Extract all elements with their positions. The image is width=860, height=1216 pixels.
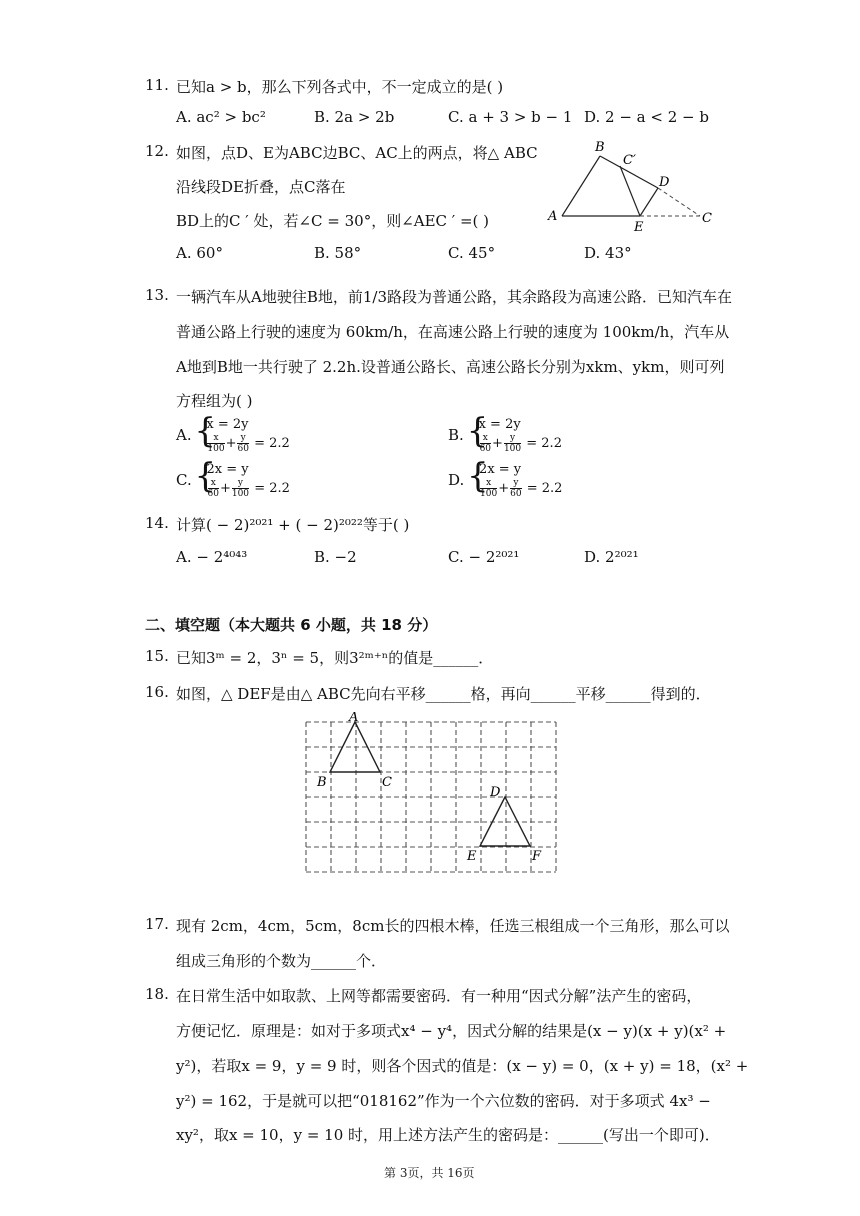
q13-d-eq1: { 2x = y [479, 462, 522, 477]
q12-line1: 如图，点D、E为ABC边BC、AC上的两点，将△ ABC [176, 144, 538, 162]
q11-number: 11. [145, 76, 169, 94]
q13-b-xd: 60 [479, 444, 492, 454]
q18-line3: y²)，若取x = 9，y = 9 时，则各个因式的值是：(x − y) = 0，(x + y) = 18，(x² + [176, 1057, 749, 1075]
q13-a-rhs: = 2.2 [254, 436, 290, 451]
q18-line2: 方便记忆．原理是：如对于多项式x⁴ − y⁴，因式分解的结果是(x − y)(x + y)(x² + [176, 1022, 727, 1040]
q14-option-a: A. − 2⁴⁰⁴³ [176, 548, 248, 566]
q14-number: 14. [145, 514, 169, 532]
q13-a-eq1: { x = 2y [206, 417, 249, 432]
q15-number: 15. [145, 647, 169, 665]
q13-d-rhs: = 2.2 [526, 481, 563, 496]
q13-c-eq1: { 2x = y [206, 462, 249, 477]
q11-option-c: C. a + 3 > b − 1 [448, 108, 573, 126]
q12-option-b: B. 58° [314, 244, 362, 262]
q11-option-a: A. ac² > bc² [176, 108, 266, 126]
q13-option-a-label: A. [176, 426, 192, 444]
q13-b-rhs: = 2.2 [526, 436, 562, 451]
q13-b-eq1: { x = 2y [478, 417, 521, 432]
q15-stem: 已知3ᵐ = 2，3ⁿ = 5，则3²ᵐ⁺ⁿ的值是______． [176, 649, 494, 667]
section-2-heading: 二、填空题（本大题共 6 小题，共 18 分） [145, 616, 438, 634]
q14-stem: 计算( − 2)²⁰²¹ + ( − 2)²⁰²²等于( ) [176, 516, 410, 534]
q12-label-c-prime: C′ [623, 153, 636, 168]
q13-d-y: y [510, 478, 521, 489]
plus-sign: + [498, 481, 510, 496]
q17-line2: 组成三角形的个数为______个． [176, 952, 387, 970]
q16-label-e: E [467, 849, 477, 864]
plus-sign: + [492, 436, 503, 451]
q13-d-yd: 60 [510, 489, 522, 499]
q13-a-yd: 60 [237, 444, 249, 454]
q12-label-d: D [659, 175, 670, 190]
plus-sign: + [225, 436, 237, 451]
q17-line1: 现有 2cm，4cm，5cm，8cm长的四根木棒，任选三根组成一个三角形，那么可以 [176, 917, 730, 935]
q12-line2: 沿线段DE折叠，点C落在 [176, 178, 346, 196]
q16-number: 16. [145, 683, 169, 701]
q14-option-d: D. 2²⁰²¹ [584, 548, 639, 566]
q13-number: 13. [145, 286, 169, 304]
q13-option-c-label: C. [176, 471, 192, 489]
q13-option-b [448, 416, 562, 454]
q18-number: 18. [145, 985, 169, 1003]
q16-stem: 如图，△ DEF是由△ ABC先向右平移______格，再向______平移______得到的． [176, 685, 711, 703]
q13-a-x: x [207, 433, 224, 444]
q13-c-rhs: = 2.2 [254, 481, 290, 496]
q13-option-b-label: B. [448, 426, 464, 444]
q11-stem: 已知a > b，那么下列各式中，不一定成立的是( ) [176, 78, 504, 96]
q13-option-a [176, 416, 290, 454]
q12-label-c: C [702, 211, 712, 226]
q13-c-xd: 60 [207, 489, 219, 499]
q12-option-a: A. 60° [176, 244, 223, 262]
q16-label-f: F [532, 849, 542, 864]
q13-line4: 方程组为( ) [176, 392, 253, 410]
q13-c-yd: 100 [231, 489, 250, 499]
q12-label-e: E [634, 220, 644, 235]
q13-d-xd: 100 [480, 489, 498, 499]
q12-triangle-figure [540, 136, 720, 236]
q13-b-yd: 100 [503, 444, 522, 454]
q13-b-x: x [480, 433, 491, 444]
q18-line5: xy²，取x = 10，y = 10 时，用上述方法产生的密码是：______(写出一个即可)． [176, 1126, 720, 1144]
q13-option-d [448, 461, 562, 499]
q18-line1: 在日常生活中如取款、上网等都需要密码．有一种用“因式分解”法产生的密码， [176, 987, 702, 1005]
q12-line3: BD上的C ′ 处，若∠C = 30°，则∠AEC ′ =( ) [176, 212, 490, 230]
page-footer: 第 3页，共 16页 [384, 1166, 475, 1180]
q13-a-y: y [237, 433, 248, 444]
q16-label-c: C [382, 775, 392, 790]
q12-number: 12. [145, 142, 169, 160]
q12-label-a: A [548, 209, 558, 224]
q13-c-y: y [232, 478, 249, 489]
q13-d-x: x [480, 478, 497, 489]
q13-a-xd: 100 [207, 444, 225, 454]
q17-number: 17. [145, 915, 169, 933]
q13-c-x: x [208, 478, 219, 489]
q16-label-a: A [349, 712, 359, 725]
q13-line1: 一辆汽车从A地驶往B地，前1/3路段为普通公路，其余路段为高速公路．已知汽车在 [176, 288, 732, 306]
q16-label-b: B [317, 775, 327, 790]
q11-option-b: B. 2a > 2b [314, 108, 395, 126]
q16-label-d: D [490, 785, 501, 800]
q13-option-c [176, 461, 290, 499]
plus-sign: + [219, 481, 231, 496]
q11-option-d: D. 2 − a < 2 − b [584, 108, 709, 126]
q12-option-d: D. 43° [584, 244, 632, 262]
q16-grid-figure [300, 712, 562, 874]
q14-option-c: C. − 2²⁰²¹ [448, 548, 520, 566]
q14-option-b: B. −2 [314, 548, 357, 566]
q12-option-c: C. 45° [448, 244, 496, 262]
q18-line4: y²) = 162，于是就可以把“018162”作为一个六位数的密码．对于多项式 4x³ − [176, 1092, 711, 1110]
q13-line2: 普通公路上行驶的速度为 60km/h，在高速公路上行驶的速度为 100km/h，汽车从 [176, 323, 730, 341]
q13-option-d-label: D. [448, 471, 465, 489]
q12-label-b: B [595, 140, 605, 155]
q13-line3: A地到B地一共行驶了 2.2h.设普通公路长、高速公路长分别为xkm、ykm，则可列 [176, 358, 725, 376]
q13-b-y: y [504, 433, 521, 444]
